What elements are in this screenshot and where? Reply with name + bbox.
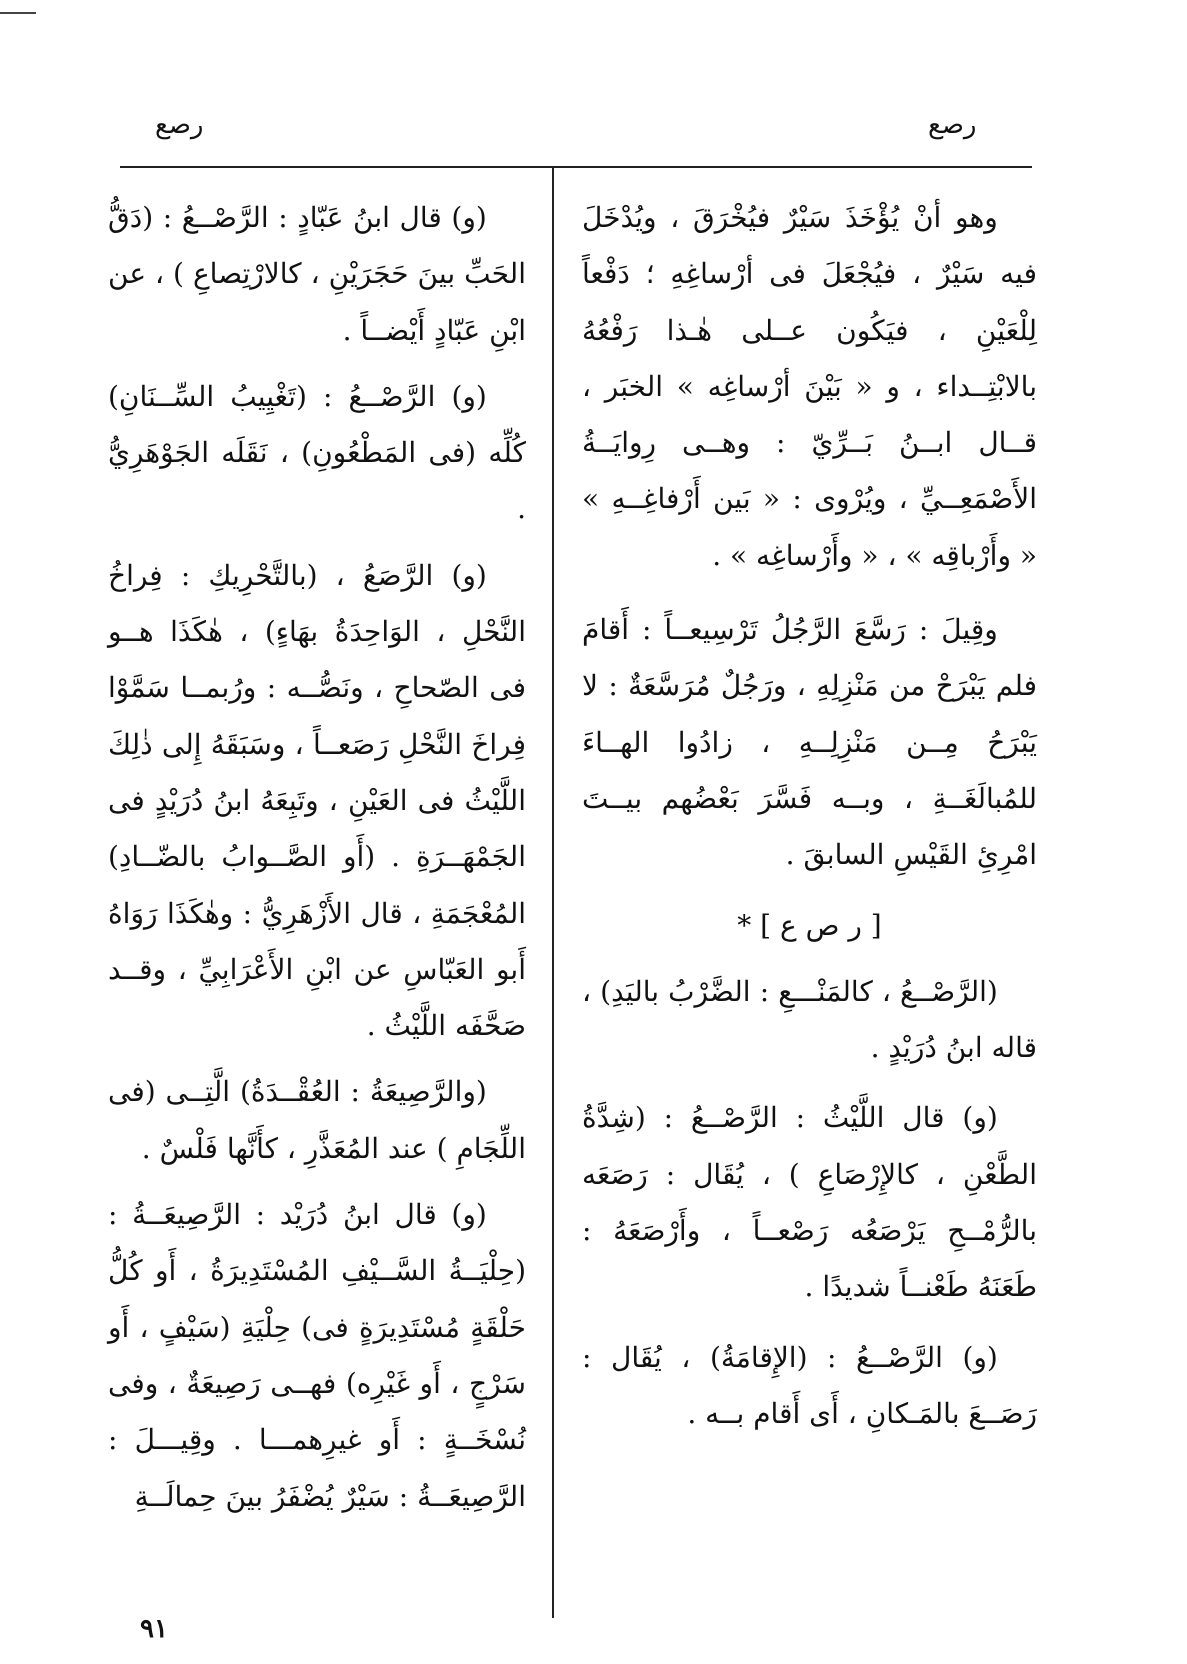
paragraph: وقِيلَ : رَسَّعَ الرَّجُلُ تَرْسِيعــاً : أَقامَ فلم يَبْرَحْ من مَنْزِلِهِ ، ورَجُلٌ مُرَسَّعَةٌ : لا يَبْرَحُ مِــن مَنْزِلِــهِ ، زادُوا الهــاءَ للمُبالَغَــةِ ، وبــه فَسَّرَ بَعْضُهم بيــتَ امْرِئِ القَيْسِ السابقَ .: [582, 613, 1037, 872]
header-left: رصع: [155, 110, 204, 140]
right-column: [582, 190, 1037, 1442]
entry-heading: [ ر ص ع ] *: [737, 908, 882, 942]
paragraph: (و) قال ابنُ عَبّادٍ : الرَّصْــعُ : (دَقُّ الحَبِّ بينَ حَجَرَيْنِ ، كالارْتِصاعِ ) ، عن ابْنِ عَبّادٍ أَيْضــاً .: [108, 201, 526, 347]
page-number: ٩١: [140, 1614, 168, 1644]
paragraph: (الرَّصْــعُ ، كالمَنْـــعِ : الضَّرْبُ باليَدِ) ، قاله ابنُ دُرَيْدٍ .: [582, 974, 1037, 1065]
paragraph: (و) قال ابنُ دُرَيْد : الرَّصِيعَــةُ : (حِلْيَــةُ السَّــيْفِ المُسْتَدِيرَةُ ، أَو كُلُّ حَلْقَةٍ مُسْتَدِيرَةٍ فى) حِلْيَةِ (سَيْفٍ ، أَو سَرْجٍ ، أَو غَيْرِه) فهــى رَصِيعَةٌ ، وفى نُسْخَــةٍ : أَو غيرِهمـــا . وقِيـــلَ : الرَّصِيعَــةُ : سَيْرٌ يُضْفَرُ بينَ حِمالَــةِ: [108, 1198, 526, 1513]
paragraph: (و) الرَّصْــعُ : (تَغْيِيبُ السِّــنَانِ) كُلِّه (فى المَطْعُونِ) ، نَقَلَه الجَوْهَرِيُّ .: [108, 379, 526, 526]
paragraph: (و) قال اللَّيْثُ : الرَّصْــعُ : (شِدَّةُ الطَّعْنِ ، كالإِرْصَاعِ ) ، يُقَال : رَصَعَه بالرُّمْــحِ يَرْصَعُه رَصْعــاً ، وأَرْصَعَهُ : طَعَنَهُ طَعْنــاً شديدًا .: [582, 1101, 1037, 1304]
paragraph: (و) الرَّصَعُ ، (بالتَّحْرِيكِ : فِراخُ النَّحْلِ ، الوَاحِدَةُ بهَاءٍ) ، هٰكَذَا هــو فى الصّحاحِ ، ونَصُّــه : ورُبمــا سَمَّوْا فِراخَ النَّحْلِ رَصَعــاً ، وسَبَقَهُ إِلى ذٰلِكَ اللَّيْثُ فى العَيْنِ ، وتَبِعَهُ ابنُ دُرَيْدٍ فى الجَمْهَــرَةِ . (أَو الصَّــوابُ بالضّــادِ) المُعْجَمَةِ ، قال الأَزْهَرِيُّ : وهٰكَذَا رَوَاهُ أَبو العَبّاسِ عن ابْنِ الأَعْرَابِيِّ ، وقــد صَحَّفَه اللَّيْثُ .: [108, 558, 526, 1043]
paragraph: (والرَّصِيعَةُ : العُقْــدَةُ) الَّتِــى (فى اللِّجَامِ ) عند المُعَذَّرِ ، كأَنَّها فَلْسٌ .: [108, 1075, 526, 1165]
left-column: [108, 190, 526, 1525]
header-right: رصع: [928, 110, 977, 140]
header-rule: [120, 166, 1032, 168]
paragraph: (و) الرَّصْــعُ : (الإِقامَةُ) ، يُقَال : رَصَــعَ بالمَـكانِ ، أَى أَقام بــه .: [582, 1340, 1037, 1430]
corner-mark: [0, 12, 36, 14]
paragraph: وهو أنْ يُؤْخَذَ سَيْرٌ فيُخْرَقَ ، ويُدْخَلَ فيه سَيْرٌ ، فيُجْعَلَ فى أرْساغِهِ ؛ دَفْعاً لِلْعَيْنِ ، فيَكُون عــلى هٰـذا رَفْعُهُ بالابْتِــداء ، و « بَيْنَ أرْساغِه » الخبَر ، قــال ابــنُ بَــرِّيّ : وهــى رِوايَــةُ الأَصْمَعِــيِّ ، ويُرْوى : « بَين أَرْفاغِــهِ » « وأَرْباقِه » ، « وأَرْساغِه » .: [582, 201, 1037, 572]
column-divider: [552, 166, 554, 1618]
